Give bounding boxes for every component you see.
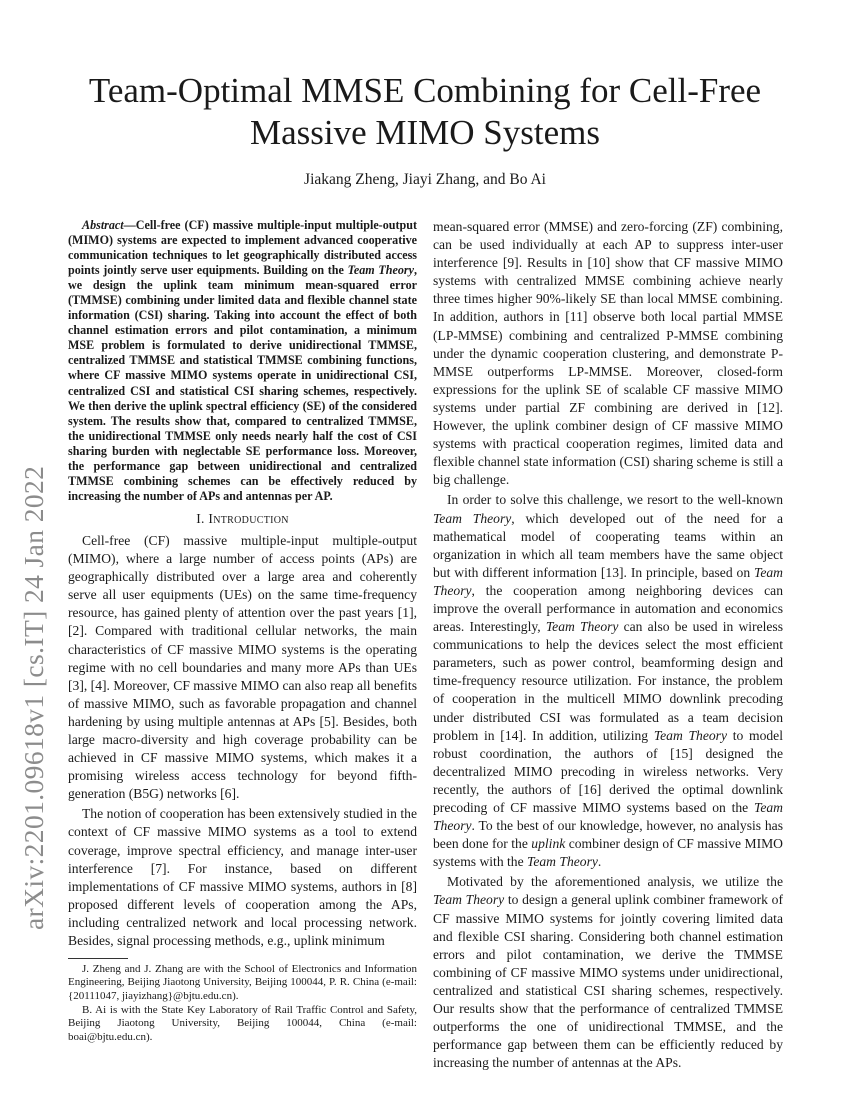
arxiv-identifier-stamp: arXiv:2201.09618v1 [cs.IT] 24 Jan 2022 [18,465,49,930]
abstract-text-part-1: —Cell-free (CF) massive multiple-input multiple-output (MIMO) systems are expected to implement advanced cooperative communication techniques to let geographically distributed access points jointly serve user equipments. Building on the [68,218,417,278]
italic-term: uplink [531,836,566,852]
italic-term: Team Theory [653,727,727,743]
paper-title: Team-Optimal MMSE Combining for Cell-Free Massive MIMO Systems [88,71,762,152]
text-segment: can also be used in wireless communications to help the devices select the most efficient parameters, such as power control, beamforming design and time-frequency resource utilization. For instance, the problem of cooperation in the multicell MIMO downlink precoding under distributed CSI was formulated as a team decision problem in [14]. In addition, utilizing [433,619,783,743]
italic-term: Team Theory [545,619,619,635]
left-column [68,218,417,1044]
italic-term: Team Theory [433,564,783,598]
section-heading-introduction: I. Introduction [196,510,289,526]
text-segment: , the cooperation among neighboring devices can improve the overall performance in automation and economics areas. Interestingly, [433,582,783,635]
intro-paragraph-continued: mean-squared error (MMSE) and zero-forcing (ZF) combining, can be used individually at each AP to suppress inter-user interference [9]. Results in [10] show that CF massive MIMO systems with centralized MMSE combining achieve nearly three times higher 90%-likely SE than local MMSE combining. In addition, authors in [11] observe both local partial MMSE (LP-MMSE) combining and centralized P-MMSE combining under the dynamic cooperation clustering, and demonstrate P-MMSE outperforms LP-MMSE. Moreover, closed-form expressions for the uplink SE of scalable CF massive MIMO systems under partial ZF combining are derived in [12]. However, the uplink combiner design of CF massive MIMO systems with practical cooperation regimes, limited data and flexible channel state information (CSI) sharing scheme is still a big challenge. [433,219,783,488]
text-segment: . [597,854,602,870]
italic-term: Team Theory [433,510,512,526]
text-segment: , which developed out of the need for a mathematical model of cooperating teams within an organization in which all team members have the same object but with different information [13]. In principle, based on [433,510,784,580]
intro-paragraph-team-theory [433,491,783,871]
abstract [68,218,417,504]
text-segment: Motivated by the aforementioned analysis, we utilize the [447,874,783,890]
footnote-affiliation-2: B. Ai is with the State Key Laboratory of Rail Traffic Control and Safety, Beijing Jiaotong University, Beijing 100044, China (e-mail: boai@bjtu.edu.cn). [68,1004,417,1043]
intro-paragraph-1: Cell-free (CF) massive multiple-input multiple-output (MIMO), where a large number of access points (APs) are geographically distributed over a large area and coherently serve all user equipments (UEs) on the same time-frequency resource, has gained plenty of attention over the past years [1], [2]. Compared with traditional cellular networks, the main characteristics of CF massive MIMO systems is the operating regime with no cell boundaries and many more APs than UEs [3], [4]. Moreover, CF massive MIMO can also reap all benefits of massive MIMO, such as favorable propagation and channel hardening by using multiple antennas at APs [5]. Besides, both large macro-diversity and high coverage probability can be achieved in CF massive MIMO systems, which makes it a promising wireless access technology for beyond fifth-generation (B5G) networks [6]. [68,532,417,802]
italic-term: Team Theory [433,892,505,908]
right-column [433,218,783,1072]
abstract-team-theory: Team Theory [347,263,414,278]
footnote-affiliation-1: J. Zheng and J. Zhang are with the School of Electronics and Information Engineering, Beijing Jiaotong University, Beijing 100044, P. R. China (e-mail: {20111047, jiayizhang}@bjtu.edu.cn). [68,963,417,1002]
author-list: Jiakang Zheng, Jiayi Zhang, and Bo Ai [304,171,546,188]
text-segment: In order to solve this challenge, we resort to the well-known [447,492,783,508]
abstract-text-part-2: , we design the uplink team minimum mean-squared error (TMMSE) combining under limited data and flexible channel state information (CSI) sharing. Taking into account the effect of both channel estimation errors and pilot contamination, a minimum MSE problem is formulated to derive unidirectional TMMSE, centralized TMMSE and statistical TMMSE combining functions, where CF massive MIMO systems operate in unidirectional CSI, centralized CSI and statistical CSI sharing schemes, respectively. We then derive the uplink spectral efficiency (SE) of the considered system. The results show that, compared to centralized TMMSE, the unidirectional TMMSE only needs nearly half the cost of CSI sharing burden with neglectable SE performance loss. Moreover, the performance gap between unidirectional and centralized TMMSE combining schemes can be effectively reduced by increasing the number of APs and antennas per AP. [68,263,417,503]
intro-paragraph-2: The notion of cooperation has been extensively studied in the context of CF massive MIMO systems as a tool to extend coverage, improve spectral efficiency, and manage inter-user interference [7]. For instance, based on different implementations of CF massive MIMO systems, authors in [8] proposed different levels of cooperation among the APs, including centralized network and local processing network. Besides, signal processing methods, e.g., uplink minimum [68,806,417,949]
text-segment: to model robust coordination, the authors of [15] designed the decentralized MIMO precoding in wireless networks. Very recently, the authors of [16] derived the optimal downlink precoding of CF massive MIMO systems based on the [433,727,783,815]
italic-term: Team Theory [527,854,598,870]
intro-paragraph-contributions [433,873,783,1072]
text-segment: combiner design of CF massive MIMO systems with the [433,836,783,870]
text-segment: . To the best of our knowledge, however, no analysis has been done for the [433,818,783,852]
text-segment: to design a general uplink combiner framework of CF massive MIMO systems for jointly covering limited data and flexible CSI sharing. Considering both channel estimation errors and pilot contamination, we derive the TMMSE combining of CF massive MIMO systems under unidirectional, centralized and statistical CSI sharing schemes, respectively. Our results show that the performance of centralized TMMSE outperforms the one of unidirectional TMMSE, and the performance gap between them can be efficiently reduced by increasing the number of antennas at the APs. [433,892,783,1071]
italic-term: Team Theory [433,800,783,834]
abstract-label: Abstract [82,218,124,232]
footnote-divider [68,958,128,959]
